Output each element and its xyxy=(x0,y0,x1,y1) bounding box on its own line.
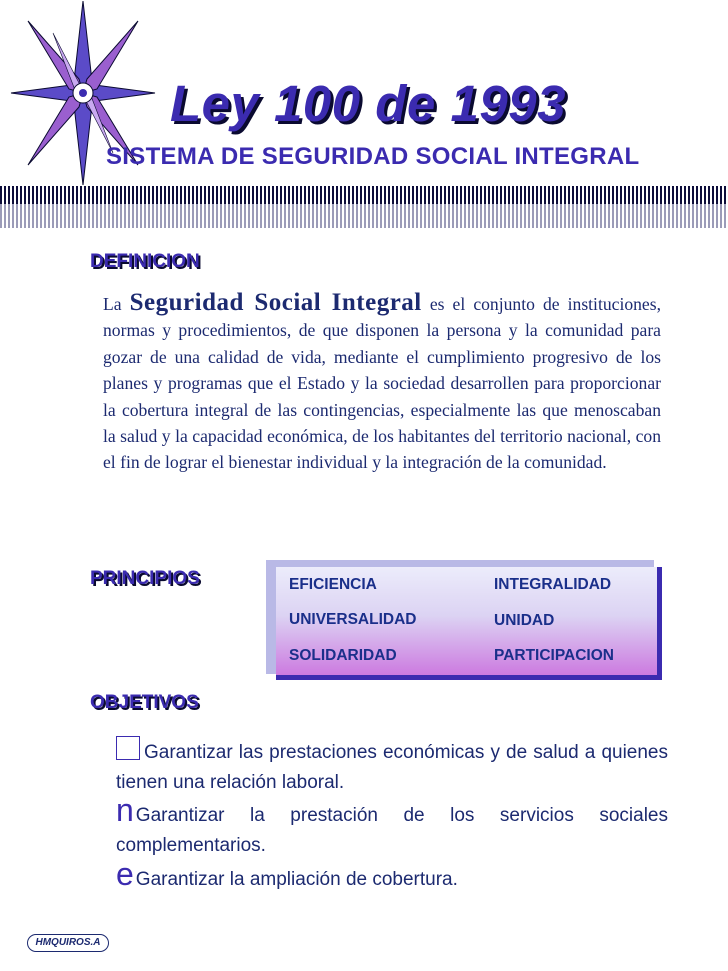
principio-participacion: PARTICIPACION xyxy=(494,647,614,664)
page-subtitle: SISTEMA DE SEGURIDAD SOCIAL INTEGRAL xyxy=(106,143,640,170)
principios-heading: PRINCIPIOS xyxy=(90,568,200,589)
definicion-body: es el conjunto de instituciones, normas y procedimientos, de que disponen la persona y la comunidad para gozar de una calidad de vida, mediante el cumplimiento progresivo de los planes y programas que el Estado y la sociedad desarrollen para proporcionar la cobertura integral de las contingencias, especialmente las que menoscaban la salud y la capacidad económica, de los habitantes del territorio nacional, con el fin de lograr el bienestar individual y la integración de la comunidad. xyxy=(103,294,661,473)
definicion-heading: DEFINICION xyxy=(90,251,200,272)
objetivo-text-2: Garantizar la prestación de los servicios sociales complementarios. xyxy=(116,805,668,856)
definicion-lead: La xyxy=(103,294,122,314)
principio-solidaridad: SOLIDARIDAD xyxy=(289,647,397,664)
objetivos-heading: OBJETIVOS xyxy=(90,692,199,713)
objetivo-item-1 xyxy=(116,736,668,798)
definicion-text xyxy=(103,290,661,476)
objetivo-bullet-2: n xyxy=(116,792,134,828)
principio-integralidad: INTEGRALIDAD xyxy=(494,576,612,593)
objetivo-text-1: Garantizar las prestaciones económicas y de salud a quienes tienen una relación laboral. xyxy=(116,742,668,793)
principio-universalidad: UNIVERSALIDAD xyxy=(289,611,417,628)
principio-eficiencia: EFICIENCIA xyxy=(289,576,377,593)
header-stripe-dark xyxy=(0,186,728,204)
checkbox-square-icon xyxy=(116,736,140,760)
objetivo-text-3: Garantizar la ampliación de cobertura. xyxy=(135,869,458,890)
definicion-term: Seguridad Social Integral xyxy=(129,289,422,316)
objetivo-item-2 xyxy=(116,792,668,861)
page-title: Ley 100 de 1993 xyxy=(170,75,566,132)
objetivo-bullet-3: e xyxy=(116,856,134,892)
objetivo-item-3 xyxy=(116,856,668,895)
principio-unidad: UNIDAD xyxy=(494,612,555,629)
header-stripe-light xyxy=(0,204,728,228)
footer-author-badge: HMQUIROS.A xyxy=(27,934,109,952)
